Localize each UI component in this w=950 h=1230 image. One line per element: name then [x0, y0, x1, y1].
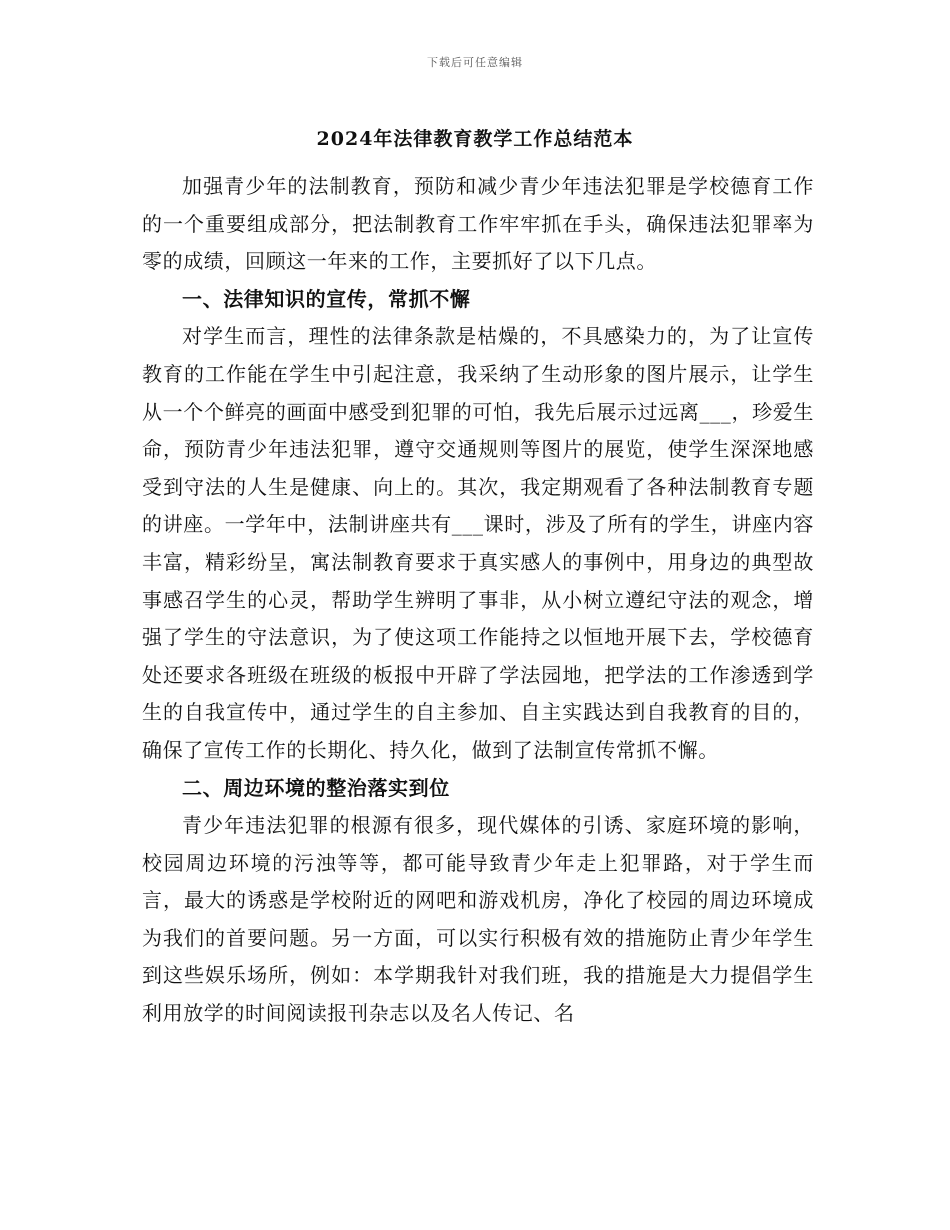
- section-2-heading: 二、周边环境的整治落实到位: [182, 775, 450, 800]
- document-title: 2024年法律教育教学工作总结范本: [316, 128, 634, 150]
- section-1-paragraph: 对学生而言，理性的法律条款是枯燥的，不具感染力的，为了让宣传教育的工作能在学生中引起注意，我采纳了生动形象的图片展示，让学生从一个个鲜亮的画面中感受到犯罪的可怕，我先后展示过远离___，珍爱生命，预防青少年违法犯罪，遵守交通规则等图片的展览，使学生深深地感受到守法的人生是健康、向上的。其次，我定期观看了各种法制教育专题的讲座。一学年中，法制讲座共有___课时，涉及了所有的学生，讲座内容丰富，精彩纷呈，寓法制教育要求于真实感人的事例中，用身边的典型故事感召学生的心灵，帮助学生辨明了事非，从小树立遵纪守法的观念，增强了学生的守法意识，为了使这项工作能持之以恒地开展下去，学校德育处还要求各班级在班级的板报中开辟了学法园地，把学法的工作渗透到学生的自我宣传中，通过学生的自主参加、自主实践达到自我教育的目的，确保了宣传工作的长期化、持久化，做到了法制宣传常抓不懈。: [142, 324, 814, 762]
- section-2-paragraph: 青少年违法犯罪的根源有很多，现代媒体的引诱、家庭环境的影响，校园周边环境的污浊等等，都可能导致青少年走上犯罪路，对于学生而言，最大的诱惑是学校附近的网吧和游戏机房，净化了校园的周边环境成为我们的首要问题。另一方面，可以实行积极有效的措施防止青少年学生到这些娱乐场所，例如：本学期我针对我们班，我的措施是大力提倡学生利用放学的时间阅读报刊杂志以及名人传记、名: [142, 813, 814, 1026]
- section-1-heading: 一、法律知识的宣传，常抓不懈: [182, 286, 471, 311]
- document-body: [142, 168, 814, 1033]
- intro-paragraph: 加强青少年的法制教育，预防和减少青少年违法犯罪是学校德育工作的一个重要组成部分，把法制教育工作牢牢抓在手头，确保违法犯罪率为零的成绩，回顾这一年来的工作，主要抓好了以下几点。: [142, 174, 814, 274]
- header-note: 下载后可任意编辑: [427, 56, 523, 69]
